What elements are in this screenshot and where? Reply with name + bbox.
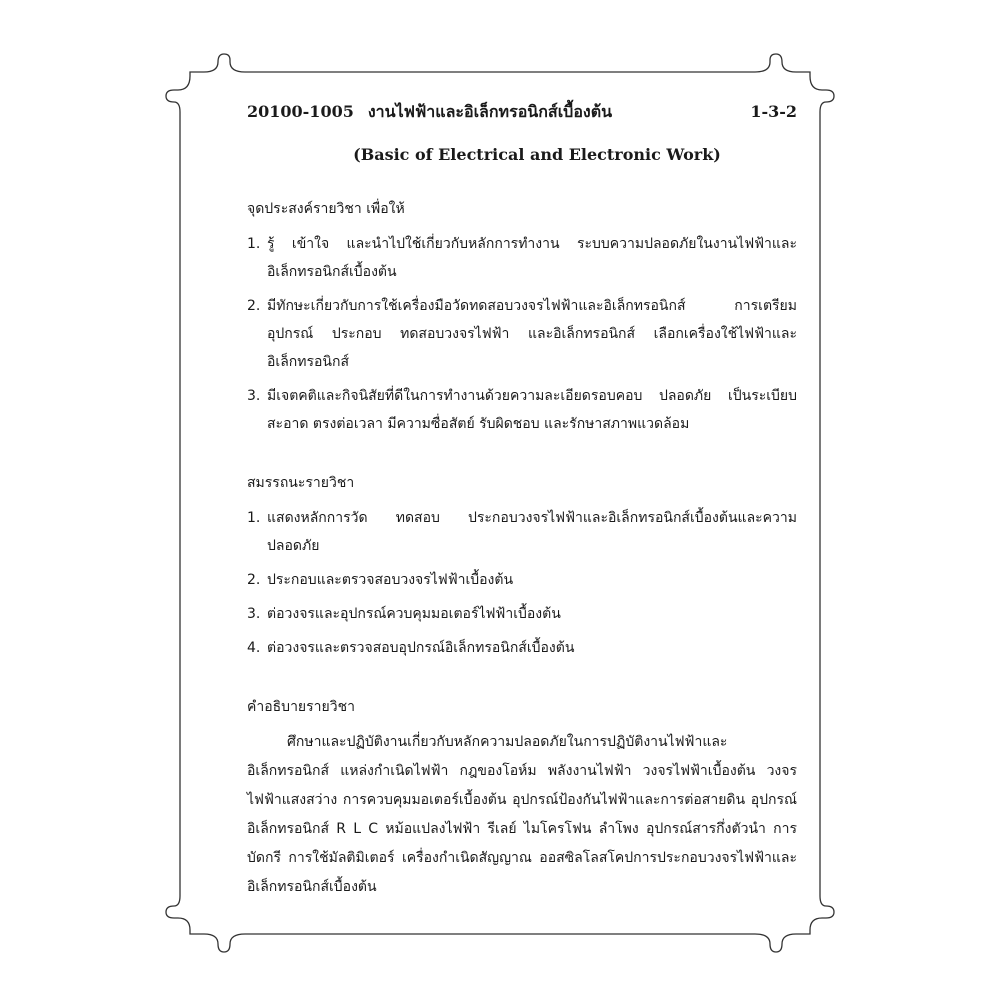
objective-item [247,382,797,438]
objectives-list [247,230,797,438]
course-code-title [247,100,626,125]
item-text: ต่อวงจรและอุปกรณ์ควบคุมมอเตอร์ไฟฟ้าเบื้องต้น [267,606,561,622]
course-header [247,100,797,125]
objectives-heading: จุดประสงค์รายวิชา เพื่อให้ [247,201,405,217]
item-text: ต่อวงจรและตรวจสอบอุปกรณ์อิเล็กทรอนิกส์เบื้องต้น [267,640,575,656]
course-title-th: งานไฟฟ้าและอิเล็กทรอนิกส์เบื้องต้น [367,102,613,121]
course-title-en: (Basic of Electrical and Electronic Work) [353,145,721,164]
description-heading: คำอธิบายรายวิชา [247,699,355,715]
competency-item [247,634,797,662]
competency-item [247,600,797,628]
item-text: รู้ เข้าใจ และนำไปใช้เกี่ยวกับหลักการทำงาน ระบบความปลอดภัยในงานไฟฟ้าและอิเล็กทรอนิกส์เบื้องต้น [267,236,797,280]
objective-item [247,230,797,286]
course-credits: 1-3-2 [750,102,797,121]
description-text: ศึกษาและปฏิบัติงานเกี่ยวกับหลักความปลอดภัยในการปฏิบัติงานไฟฟ้าและอิเล็กทรอนิกส์ แหล่งกำเนิดไฟฟ้า กฎของโอห์ม พลังงานไฟฟ้า วงจรไฟฟ้าเบื้องต้น วงจรไฟฟ้าแสงสว่าง การควบคุมมอเตอร์เบื้องต้น อุปกรณ์ป้องกันไฟฟ้าและการต่อสายดิน อุปกรณ์อิเล็กทรอนิกส์ R L C หม้อแปลงไฟฟ้า รีเลย์ ไมโครโฟน ลำโพง อุปกรณ์สารกึ่งตัวนำ การบัดกรี การใช้มัลติมิเตอร์ เครื่องกำเนิดสัญญาณ ออสซิลโลสโคปการประกอบวงจรไฟฟ้าและอิเล็กทรอนิกส์เบื้องต้น [247,734,797,895]
competency-item [247,566,797,594]
item-text: มีทักษะเกี่ยวกับการใช้เครื่องมือวัดทดสอบวงจรไฟฟ้าและอิเล็กทรอนิกส์ การเตรียมอุปกรณ์ ประกอบ ทดสอบวงจรไฟฟ้า และอิเล็กทรอนิกส์ เลือกเครื่องใช้ไฟฟ้าและอิเล็กทรอนิกส์ [267,298,797,370]
item-text: ประกอบและตรวจสอบวงจรไฟฟ้าเบื้องต้น [267,572,514,588]
course-code: 20100-1005 [247,102,354,121]
item-number: 2. [247,572,261,588]
competencies-list [247,504,797,662]
item-number: 1. [247,510,261,526]
item-number: 1. [247,236,261,252]
item-text: แสดงหลักการวัด ทดสอบ ประกอบวงจรไฟฟ้าและอิเล็กทรอนิกส์เบื้องต้นและความปลอดภัย [267,510,797,554]
objective-item [247,292,797,376]
competency-item [247,504,797,560]
item-number: 3. [247,388,261,404]
competencies-heading: สมรรถนะรายวิชา [247,475,355,491]
course-page [247,100,797,902]
item-number: 4. [247,640,261,656]
item-text: มีเจตคติและกิจนิสัยที่ดีในการทำงานด้วยความละเอียดรอบคอบ ปลอดภัย เป็นระเบียบ สะอาด ตรงต่อเวลา มีความซื่อสัตย์ รับผิดชอบ และรักษาสภาพแวดล้อม [267,388,797,432]
item-number: 2. [247,298,261,314]
item-number: 3. [247,606,261,622]
